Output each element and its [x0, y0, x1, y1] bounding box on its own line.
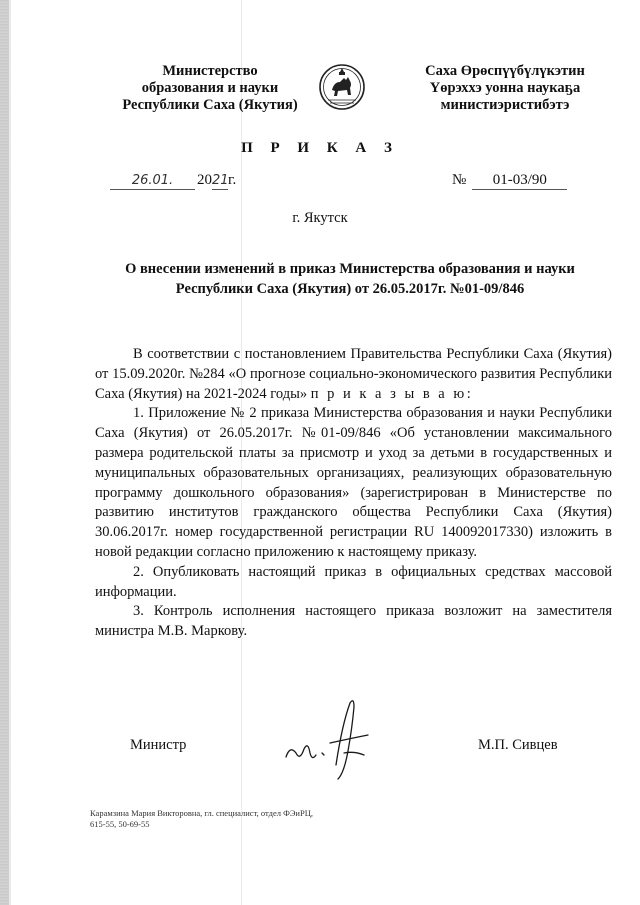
coat-of-arms-icon — [318, 60, 366, 114]
year-prefix: 20 — [197, 172, 212, 188]
order-item-2: 2. Опубликовать настоящий приказ в официальных средствах массовой информации. — [95, 563, 612, 600]
handwritten-year: 21 — [212, 173, 229, 188]
executor-line: Карамзина Мария Викторовна, гл. специалист, отдел ФЭиРЦ, — [90, 808, 313, 818]
subject-line: О внесении изменений в приказ Министерства образования и науки — [125, 261, 575, 277]
ministry-line: Министерство — [162, 63, 258, 79]
handwritten-date: 26.01. — [131, 173, 174, 188]
preamble-order: п р и к а з ы в а ю: — [310, 385, 474, 402]
order-subject — [95, 259, 605, 299]
ministry-line: министиэристибэтэ — [440, 97, 570, 113]
number-sign: № — [452, 172, 467, 188]
order-date — [110, 172, 236, 190]
year-suffix: г. — [228, 172, 237, 188]
preamble-text: В соответствии с постановлением Правительства Республики Саха (Якутия) от 15.09.2020г. №284 «О прогнозе социально-экономического развития Республики Саха (Якутия) на 2021-2024 годы» — [95, 346, 612, 402]
ministry-line: Үөрэххэ уонна наукаҕа — [429, 80, 581, 96]
document-title: П Р И К А З — [241, 140, 399, 156]
ministry-name-russian — [95, 63, 325, 114]
preamble — [95, 345, 612, 404]
executor-phone: 615-55, 50-69-55 — [90, 819, 150, 829]
handwritten-number: 01-03/90 — [492, 172, 547, 188]
order-body — [95, 345, 612, 642]
subject-line: Республики Саха (Якутия) от 26.05.2017г. №01-09/846 — [175, 281, 525, 297]
signatory-role: Министр — [130, 737, 187, 753]
signatory-name: М.П. Сивцев — [478, 737, 558, 753]
order-number — [452, 172, 567, 190]
ministry-line: Саха Өрөспүүбүлүкэтин — [425, 63, 585, 79]
ministry-line: Республики Саха (Якутия) — [122, 97, 298, 113]
ministry-name-yakut — [400, 63, 610, 114]
handwritten-signature — [278, 695, 388, 785]
ministry-line: образования и науки — [141, 80, 279, 96]
order-item-3: 3. Контроль исполнения настоящего приказа возложит на заместителя министра М.В. Маркову. — [95, 603, 612, 640]
order-item-1: 1. Приложение № 2 приказа Министерства образования и науки Республики Саха (Якутия) от 26.05.2017г. №01-09/846 «Об установлении максимального размера родительской платы за присмотр и уход за детьми в государственных и муниципальных образовательных организациях, реализующих образовательную программу дошкольного образования» (зарегистрирован в Министерстве по развитию институтов гражданского общества Республики Саха (Якутия) 30.06.2017г. номер государственной регистрации RU 140092017330) изложить в новой редакции согласно приложению к настоящему приказу. — [95, 405, 612, 560]
city: г. Якутск — [292, 210, 348, 226]
executor-note — [90, 808, 313, 830]
